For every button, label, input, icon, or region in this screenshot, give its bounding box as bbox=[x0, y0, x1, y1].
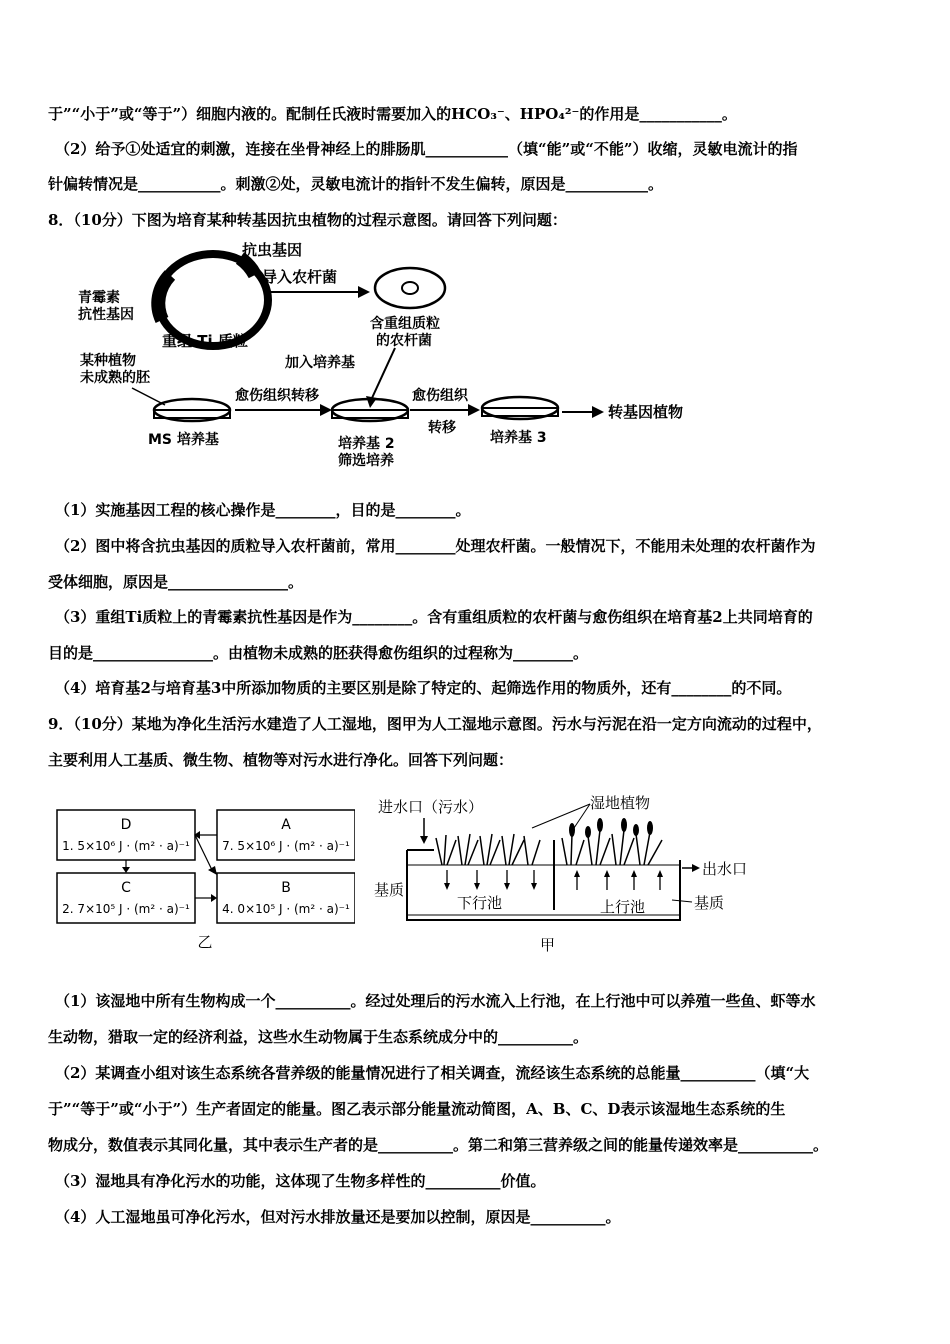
box-c-id: C bbox=[121, 880, 131, 896]
inlet-label: 进水口（污水） bbox=[378, 798, 484, 816]
down-arrows bbox=[447, 870, 534, 885]
q9-part-1: （1）该湿地中所有生物构成一个__________。经过处理后的污水流入上行池，在上行池中可以养殖一些鱼、虾等水 bbox=[55, 992, 816, 1010]
matrix-left-label: 基质 bbox=[374, 881, 405, 899]
box-a-id: A bbox=[281, 817, 291, 833]
cattail-heads bbox=[569, 818, 653, 838]
up-arrows bbox=[577, 875, 660, 890]
insect-gene-segment bbox=[240, 258, 255, 275]
transfer-label: 转移 bbox=[428, 420, 456, 436]
caption-jia: 甲 bbox=[540, 936, 556, 954]
agro-label: 含重组质粒的农杆菌 bbox=[370, 316, 440, 349]
q9-part-1-cont: 生动物，猎取一定的经济利益，这些水生动物属于生态系统成分中的__________。 bbox=[48, 1028, 589, 1046]
question-9-cont: 主要利用人工基质、微生物、植物等对污水进行净化。回答下列问题： bbox=[48, 751, 514, 769]
energy-flow-figure bbox=[55, 805, 355, 955]
q8-part-4: （4）培育基2与培育基3中所添加物质的主要区别是除了特定的、起筛选作用的物质外，还有________的不同。 bbox=[55, 679, 792, 697]
transgenic-process-figure bbox=[70, 240, 730, 475]
plasmid-label: 重组 Ti 质粒 bbox=[162, 332, 248, 350]
q8-part-3-cont: 目的是________________。由植物未成熟的胚获得愈伤组织的过程称为________。 bbox=[48, 644, 589, 662]
embryo-label: 某种植物未成熟的胚 bbox=[80, 353, 150, 386]
transgenic-plant-label: 转基因植物 bbox=[608, 403, 684, 421]
q9-part-4: （4）人工湿地虽可净化污水，但对污水排放量还是要加以控制，原因是__________。 bbox=[55, 1208, 621, 1226]
q9-part-2: （2）某调查小组对该生态系统各营养级的能量情况进行了相关调查，流经该生态系统的总能量__________（填“大 bbox=[55, 1064, 810, 1082]
plants-label: 湿地植物 bbox=[590, 794, 651, 812]
outlet-label: 出水口 bbox=[702, 860, 748, 878]
q9-part-3: （3）湿地具有净化污水的功能，这体现了生物多样性的__________价值。 bbox=[55, 1172, 546, 1190]
q8-part-2-cont: 受体细胞，原因是________________。 bbox=[48, 573, 304, 591]
box-b-value: 4. 0×10⁵ J · (m² · a)⁻¹ bbox=[222, 902, 350, 916]
box-d-id: D bbox=[120, 817, 132, 833]
question-8-heading: 8．（10分）下图为培育某种转基因抗虫植物的过程示意图。请回答下列问题： bbox=[48, 211, 567, 229]
q9-part-2-cont: 于”“等于”或“小于”）生产者固定的能量。图乙表示部分能量流动简图，A、B、C、D表示该湿地生态系统的生 bbox=[48, 1100, 786, 1118]
down-pool-label: 下行池 bbox=[457, 894, 503, 912]
callus-label: 愈伤组织 bbox=[412, 388, 468, 404]
text-line-3: 针偏转情况是___________。刺激②处，灵敏电流计的指针不发生偏转，原因是___________。 bbox=[48, 175, 664, 193]
q8-part-2: （2）图中将含抗虫基因的质粒导入农杆菌前，常用________处理农杆菌。一般情况下，不能用未处理的农杆菌作为 bbox=[55, 537, 816, 555]
matrix-right-label: 基质 bbox=[694, 894, 725, 912]
box-b-id: B bbox=[281, 880, 291, 896]
q9-part-2-cont2: 物成分，数值表示其同化量，其中表示生产者的是__________。第二和第三营养级之间的能量传递效率是__________。 bbox=[48, 1136, 829, 1154]
box-a-value: 7. 5×10⁶ J · (m² · a)⁻¹ bbox=[222, 839, 350, 853]
medium-3-label: 培养基 3 bbox=[490, 430, 547, 446]
add-medium-label: 加入培养基 bbox=[285, 355, 355, 371]
q8-part-1: （1）实施基因工程的核心操作是________，目的是________。 bbox=[55, 501, 471, 519]
text-line-1: 于”“小于”或“等于”）细胞内液的。配制任氏液时需要加入的HCO₃⁻、HPO₄²⁻的作用是___________。 bbox=[48, 105, 737, 123]
box-d-value: 1. 5×10⁶ J · (m² · a)⁻¹ bbox=[62, 839, 190, 853]
penicillin-gene-segment bbox=[158, 275, 170, 320]
gene-label: 抗虫基因 bbox=[242, 241, 303, 259]
import-label: 导入农杆菌 bbox=[262, 268, 338, 286]
wetland-figure bbox=[372, 790, 752, 960]
box-c-value: 2. 7×10⁵ J · (m² · a)⁻¹ bbox=[62, 902, 190, 916]
penicillin-label: 青霉素抗性基因 bbox=[78, 290, 134, 323]
q8-part-3: （3）重组Ti质粒上的青霉素抗性基因是作为________。含有重组质粒的农杆菌与愈伤组织在培育基2上共同培育的 bbox=[55, 608, 813, 626]
up-pool-label: 上行池 bbox=[600, 898, 646, 916]
plants-right bbox=[562, 830, 662, 865]
caption-yi: 乙 bbox=[197, 933, 213, 951]
question-9-heading: 9．（10分）某地为净化生活污水建造了人工湿地，图甲为人工湿地示意图。污水与污泥在沿一定方向流动的过程中， bbox=[48, 715, 822, 733]
medium-2-label: 培养基 2 筛选培养 bbox=[338, 436, 395, 469]
callus-transfer-label: 愈伤组织转移 bbox=[235, 388, 319, 404]
plants-left bbox=[436, 834, 540, 865]
ms-label: MS 培养基 bbox=[148, 432, 219, 448]
text-line-2: （2）给予①处适宜的刺激，连接在坐骨神经上的腓肠肌___________（填“能”或“不能”）收缩，灵敏电流计的指 bbox=[55, 140, 798, 158]
agrobacterium-cell bbox=[375, 268, 445, 308]
